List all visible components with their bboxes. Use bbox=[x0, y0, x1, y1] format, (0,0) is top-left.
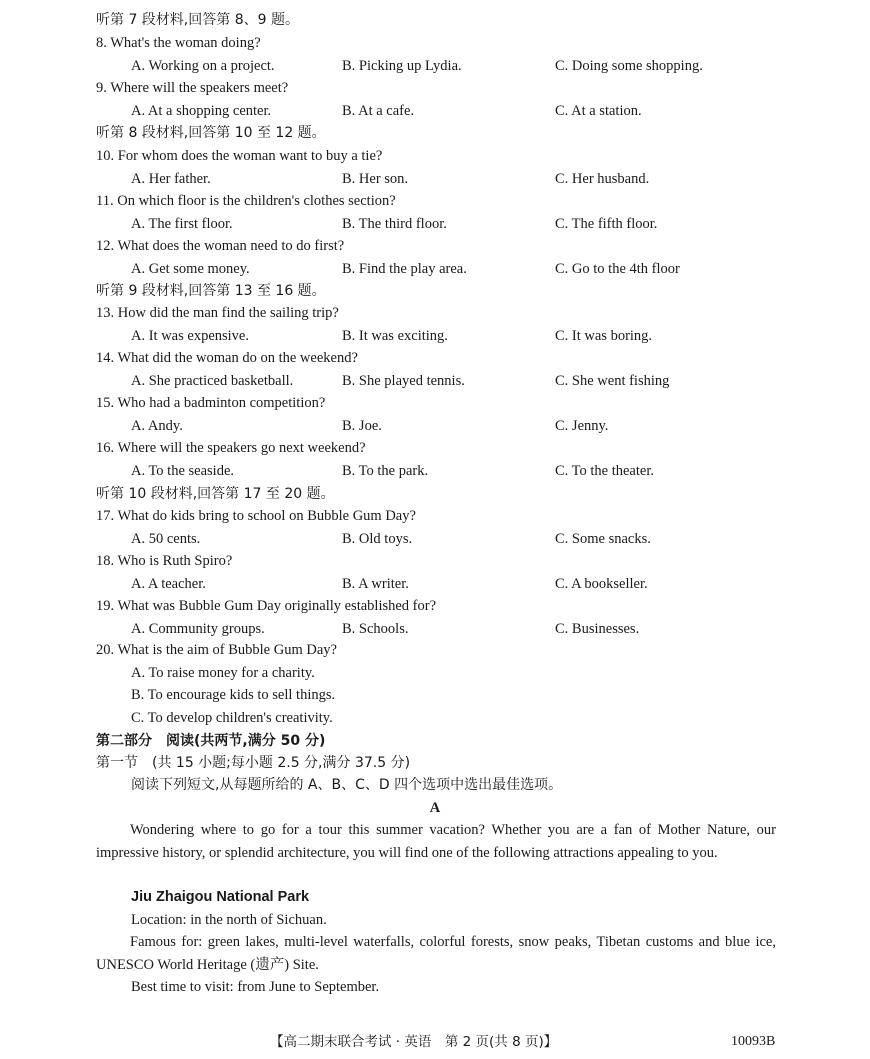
option-c: C. To the theater. bbox=[555, 463, 654, 479]
option-c: C. It was boring. bbox=[555, 328, 653, 344]
option-a: A. To the seaside. bbox=[131, 463, 235, 479]
reading-instruction: 阅读下列短文,从每题所给的 A、B、C、D 四个选项中选出最佳选项。 bbox=[131, 777, 563, 793]
section-header-seg7: 听第 7 段材料,回答第 8、9 题。 bbox=[96, 12, 299, 28]
question-number: 11. bbox=[96, 193, 114, 209]
question-14 bbox=[96, 348, 358, 368]
question-text: Who had a badminton competition? bbox=[117, 395, 326, 411]
question-number: 17. bbox=[96, 508, 115, 524]
question-15 bbox=[96, 393, 325, 413]
question-11 bbox=[96, 191, 396, 211]
passage-letter: A bbox=[429, 800, 441, 816]
option-a: A. At a shopping center. bbox=[131, 103, 272, 119]
option-b: B. To encourage kids to sell things. bbox=[131, 687, 336, 703]
question-text: How did the man find the sailing trip? bbox=[117, 305, 339, 321]
question-9 bbox=[96, 78, 288, 98]
question-number: 13. bbox=[96, 305, 115, 321]
question-text: What's the woman doing? bbox=[110, 35, 261, 51]
option-b: B. At a cafe. bbox=[342, 103, 415, 119]
option-b: B. A writer. bbox=[342, 576, 409, 592]
option-a: A. To raise money for a charity. bbox=[131, 665, 315, 681]
option-b: B. Old toys. bbox=[342, 531, 413, 547]
footer-title: 【高二期末联合考试 · 英语 第 2 页(共 8 页)】 bbox=[270, 1034, 558, 1050]
option-a: A. 50 cents. bbox=[131, 531, 201, 547]
option-b: B. It was exciting. bbox=[342, 328, 448, 344]
section-header-seg10: 听第 10 段材料,回答第 17 至 20 题。 bbox=[96, 486, 335, 502]
question-number: 18. bbox=[96, 553, 115, 569]
question-8 bbox=[96, 33, 261, 53]
question-text: What does the woman need to do first? bbox=[117, 238, 345, 254]
question-12 bbox=[96, 236, 344, 256]
question-text: What is the aim of Bubble Gum Day? bbox=[117, 642, 337, 658]
question-text: What do kids bring to school on Bubble Gum Day? bbox=[117, 508, 416, 524]
option-a: A. Community groups. bbox=[131, 621, 265, 637]
option-a: A. Andy. bbox=[131, 418, 183, 434]
option-b: B. Joe. bbox=[342, 418, 382, 434]
question-number: 10. bbox=[96, 148, 115, 164]
option-b: B. To the park. bbox=[342, 463, 429, 479]
option-b: B. Her son. bbox=[342, 171, 409, 187]
option-c: C. The fifth floor. bbox=[555, 216, 658, 232]
option-c: C. Businesses. bbox=[555, 621, 640, 637]
option-c: C. A bookseller. bbox=[555, 576, 648, 592]
question-20 bbox=[96, 640, 337, 660]
question-text: On which floor is the children's clothes section? bbox=[117, 193, 396, 209]
option-b: B. The third floor. bbox=[342, 216, 447, 232]
option-a: A. Working on a project. bbox=[131, 58, 275, 74]
question-16 bbox=[96, 438, 366, 458]
question-13 bbox=[96, 303, 339, 323]
park-title: Jiu Zhaigou National Park bbox=[131, 889, 310, 905]
question-text: What did the woman do on the weekend? bbox=[117, 350, 358, 366]
option-a: A. Get some money. bbox=[131, 261, 250, 277]
question-number: 16. bbox=[96, 440, 115, 456]
question-number: 8. bbox=[96, 35, 107, 51]
option-c: C. Jenny. bbox=[555, 418, 609, 434]
option-c: C. Some snacks. bbox=[555, 531, 651, 547]
passage-intro: Wondering where to go for a tour this summer vacation? Whether you are a fan of Mother Nature, our impressive history, or splendid architecture, you will find one of the following attractions appealing to you. bbox=[96, 822, 776, 861]
question-18 bbox=[96, 551, 232, 571]
option-a: A. The first floor. bbox=[131, 216, 233, 232]
option-a: A. Her father. bbox=[131, 171, 211, 187]
option-c: C. At a station. bbox=[555, 103, 642, 119]
question-number: 14. bbox=[96, 350, 115, 366]
option-c: C. Her husband. bbox=[555, 171, 650, 187]
option-a: A. A teacher. bbox=[131, 576, 206, 592]
question-number: 15. bbox=[96, 395, 115, 411]
part2-title: 第二部分 阅读(共两节,满分 50 分) bbox=[96, 733, 326, 749]
park-best-time: Best time to visit: from June to September. bbox=[131, 979, 380, 995]
option-b: B. Schools. bbox=[342, 621, 409, 637]
section-header-seg9: 听第 9 段材料,回答第 13 至 16 题。 bbox=[96, 283, 326, 299]
question-text: Where will the speakers meet? bbox=[110, 80, 289, 96]
option-c: C. She went fishing bbox=[555, 373, 670, 389]
section1-title: 第一节 (共 15 小题;每小题 2.5 分,满分 37.5 分) bbox=[96, 755, 411, 771]
question-17 bbox=[96, 506, 416, 526]
question-number: 20. bbox=[96, 642, 115, 658]
section-header-seg8: 听第 8 段材料,回答第 10 至 12 题。 bbox=[96, 125, 326, 141]
question-19 bbox=[96, 596, 436, 616]
question-10 bbox=[96, 146, 382, 166]
question-number: 19. bbox=[96, 598, 115, 614]
option-c: C. To develop children's creativity. bbox=[131, 710, 333, 726]
question-number: 9. bbox=[96, 80, 107, 96]
question-text: Where will the speakers go next weekend? bbox=[117, 440, 366, 456]
footer-code: 10093B bbox=[731, 1034, 776, 1049]
question-text: What was Bubble Gum Day originally established for? bbox=[117, 598, 437, 614]
option-c: C. Go to the 4th floor bbox=[555, 261, 680, 277]
option-b: B. Find the play area. bbox=[342, 261, 467, 277]
option-a: A. It was expensive. bbox=[131, 328, 249, 344]
option-b: B. She played tennis. bbox=[342, 373, 465, 389]
option-a: A. She practiced basketball. bbox=[131, 373, 294, 389]
question-text: For whom does the woman want to buy a tie? bbox=[117, 148, 383, 164]
question-text: Who is Ruth Spiro? bbox=[117, 553, 233, 569]
option-b: B. Picking up Lydia. bbox=[342, 58, 462, 74]
option-c: C. Doing some shopping. bbox=[555, 58, 703, 74]
park-famous-for: Famous for: green lakes, multi-level waterfalls, colorful forests, snow peaks, Tibetan customs and blue ice, UNESCO World Heritage (遗产) Site. bbox=[96, 934, 776, 973]
park-location: Location: in the north of Sichuan. bbox=[131, 912, 327, 928]
question-number: 12. bbox=[96, 238, 115, 254]
